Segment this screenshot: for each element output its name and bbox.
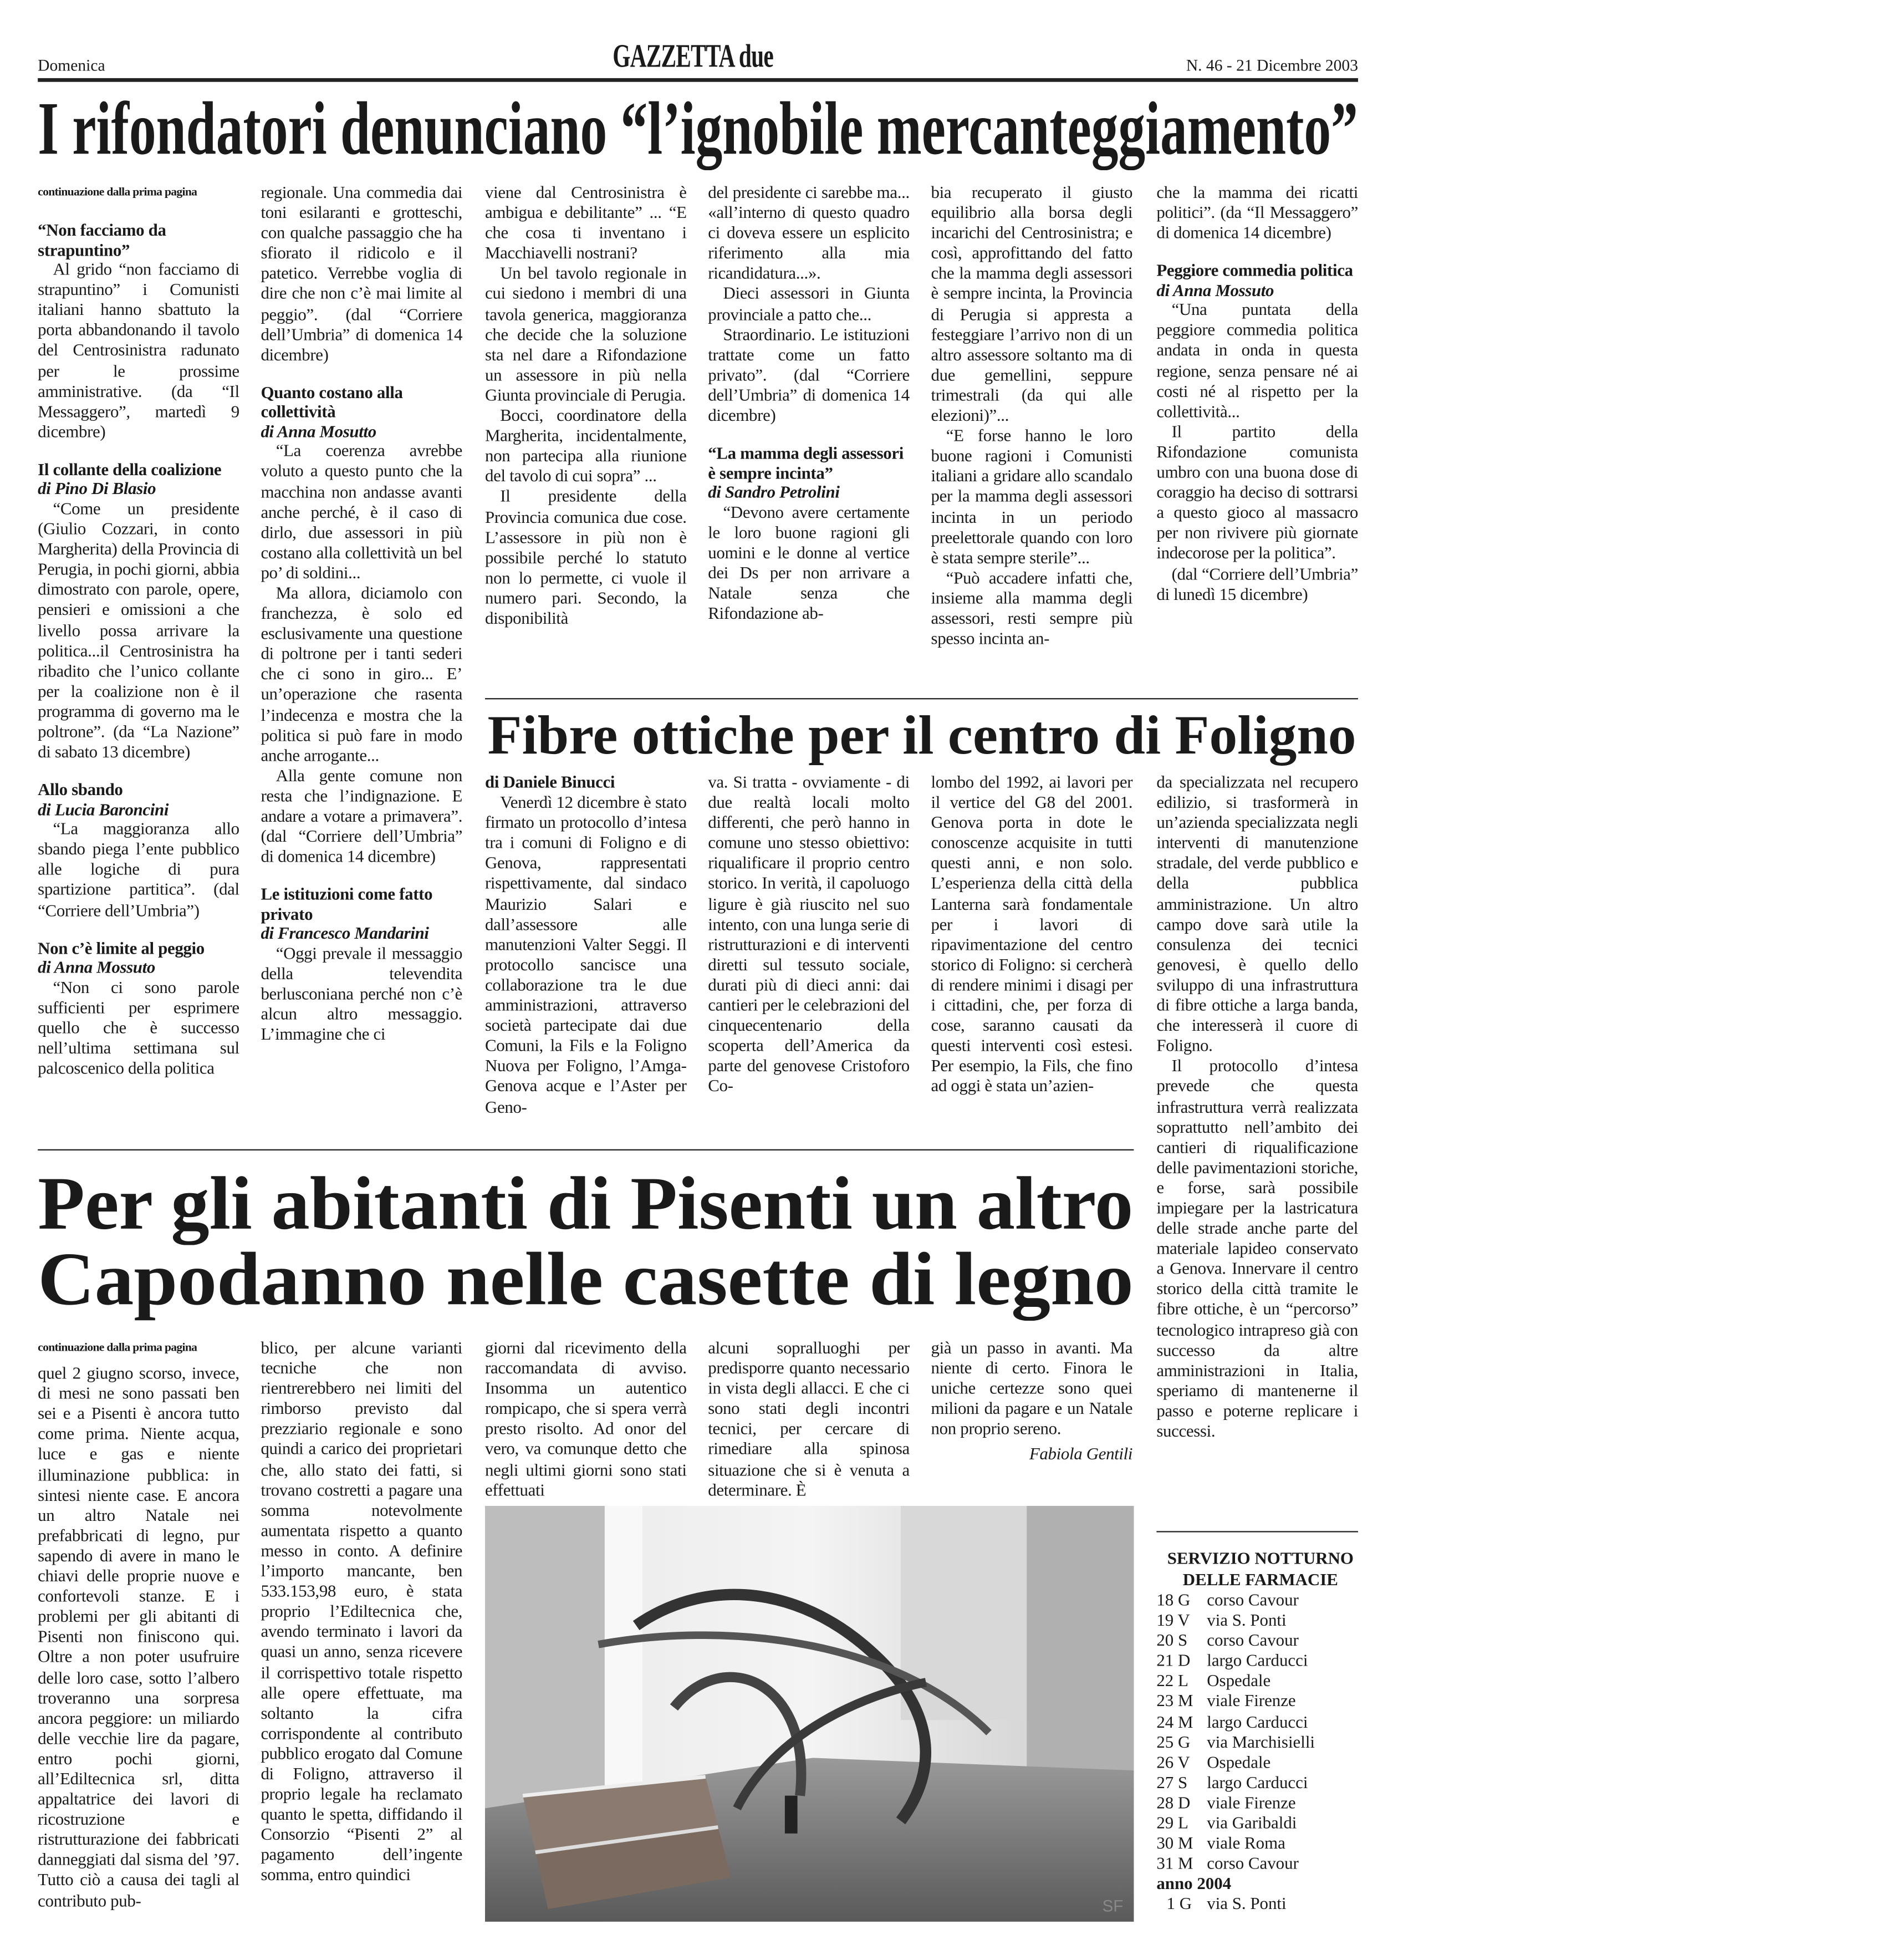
pharmacy-row [1156, 1854, 1364, 1875]
paragraph: Bocci, coordinatore della Margherita, incidentalmente, non partecipa alla riunione del tavolo di cui sopra” ... [484, 405, 687, 486]
pharmacy-row [1156, 1692, 1364, 1712]
paragraph: “La coerenza avrebbe voluto a questo punto che la macchina non andasse avanti anche perché, è il caso di dirlo, due assessori in più costano alla collettività un bel po’ di soldini... [261, 441, 463, 582]
byline: di Anna Mossuto [1156, 281, 1274, 300]
pharmacy-place: corso Cavour [1207, 1631, 1299, 1650]
byline: di Francesco Mandarini [261, 924, 429, 943]
paragraph: quel 2 giugno scorso, invece, di mesi ne sono passati ben sei e a Pisenti è ancora tutto come prima. Niente acqua, luce e gas e niente illuminazione pubblica: in sintesi niente case. E ancora un altro Natale nei prefabbricati di legno, pur sapendo di avere in mano le chiavi delle proprie nuove e confortevoli stanze. E i problemi per gli abitanti di Pisenti non finiscono qui. Oltre a non poter usufruire delle loro case, sotto l’albero troveranno una sorpresa ancora peggiore: un miliardo delle vecchie lire da pagare, entro pochi giorni, all’Ediltecnica srl, ditta appaltatrice dei lavori di ricostruzione e ristrutturazione dei fabbricati danneggiati dal sisma del ’97. Tutto ciò a causa dei tagli al contributo pub- [38, 1363, 239, 1910]
paragraph: regionale. Una commedia dai toni esilaranti e grotteschi, con qualche passaggio che ha sfiorato il ridicolo e il patetico. Verrebbe voglia di dire che non c’è mai limite al peggio”. (dal “Corriere dell’Umbria” di domenica 14 dicembre) [261, 182, 463, 364]
paragraph: giorni dal ricevimento della raccomandata di avviso. Insomma un autentico rompicapo, che si spera verrà presto risolto. Ad onor del vero, va comunque detto che negli ultimi giorni sono stati effettuati [484, 1338, 687, 1499]
paragraph: “Non ci sono parole sufficienti per esprimere quello che è successo nell’ultima settimana sul palcoscenico della politica [38, 977, 239, 1078]
pharmacy-place: via S. Ponti [1207, 1894, 1287, 1913]
subheading: Le istituzioni come fatto privato [261, 885, 433, 924]
masthead-day: Domenica [38, 55, 105, 75]
fibre-column-1 [485, 772, 687, 1143]
pharmacy-row [1156, 1793, 1364, 1814]
pharmacy-place: via S. Ponti [1207, 1610, 1287, 1630]
paragraph: viene dal Centrosinistra è ambigua e debilitante” ... “E che cosa ti inventano i Macchiavelli nostrani? [484, 182, 687, 263]
pharmacy-place: viale Roma [1207, 1834, 1285, 1853]
paragraph: alcuni sopralluoghi per predisporre quanto necessario in vista degli allacci. E che ci sono stati degli incontri tecnici, per cercare di rimediare alla spinosa situazione che si è venuta a determinare. È [708, 1338, 910, 1499]
fibre-column-2 [708, 772, 910, 1143]
main-headline: I rifondatori denunciano “l’ignobile mercanteggiamento” [38, 86, 1358, 170]
paragraph: “Come un presidente (Giulio Cozzari, in conto Margherita) della Provincia di Perugia, in pochi giorni, abbia dimostrato con parole, opere, pensieri e omissioni a che livello possa arrivare la politica...il Centrosinistra ha ribadito che l’unico collante per la coalizione non è il programma di governo ma le poltrone”. (da “La Nazione” di sabato 13 dicembre) [38, 498, 239, 761]
pharmacy-rule [1156, 1531, 1358, 1533]
pharmacy-box [1156, 1547, 1364, 1915]
paragraph: Il presidente della Provincia comunica due cose. L’assessore in più non è possibile perché lo statuto non lo permette, ci vuole il numero pari. Secondo, la disponibilità [484, 487, 687, 628]
masthead-title: GAZZETTA due [613, 38, 773, 75]
masthead-rule [38, 78, 1358, 82]
subheading: “Non facciamo da strapuntino” [38, 220, 166, 259]
pisenti-headline-line-1-box [38, 1162, 1134, 1245]
pisenti-column-5 [931, 1338, 1133, 1502]
paragraph: del presidente ci sarebbe ma... «all’interno di questo quadro ci doveva essere un esplicito riferimento alla mia ricandidatura...». [708, 182, 910, 283]
paragraph: Venerdì 12 dicembre è stato firmato un protocollo d’intesa tra i comuni di Foligno e di Genova, rappresentati rispettivamente, dal sindaco Maurizio Salari e dall’assessore alle manutenzioni Valter Seggi. Il protocollo sancisce una collaborazione tra le due amministrazioni, attraverso società partecipate dai due Comuni, la Fils e la Foligno Nuova per Foligno, l’Amga-Genova acque e l’Aster per Geno- [484, 792, 687, 1116]
paragraph: “Devono avere certamente le loro buone ragioni gli uomini e le donne al vertice dei Ds per non arrivare a Natale senza che Rifondazione ab- [708, 502, 910, 623]
pisenti-column-2 [261, 1338, 462, 1926]
main-headline-box [38, 86, 1358, 170]
top-column-2 [261, 183, 462, 1143]
subheading: Quanto costano alla collettività [261, 383, 403, 421]
pharmacy-day: 22 L [1156, 1671, 1188, 1691]
byline: di Pino Di Blasio [38, 479, 156, 498]
pharmacy-row [1156, 1590, 1364, 1611]
pharmacy-day: 26 V [1156, 1752, 1190, 1771]
pharmacy-day: 24 M [1156, 1712, 1193, 1731]
paragraph: già un passo in avanti. Ma niente di certo. Finora le uniche certezze sono quei milioni da pagare e un Natale non proprio sereno. [931, 1338, 1133, 1439]
pisenti-headline-line-1: Per gli abitanti di Pisenti un altro [38, 1162, 1134, 1245]
paragraph: Al grido “non facciamo di strapuntino” i Comunisti italiani hanno sbattuto la porta abbandonando il tavolo del Centrosinistra radunato per le prossime amministrative. (da “Il Messaggero”, martedì 9 dicembre) [38, 259, 239, 441]
subheading: Non c’è limite al peggio [38, 938, 205, 958]
section-rule [485, 698, 1358, 700]
pharmacy-day: 25 G [1156, 1732, 1191, 1752]
pharmacy-place: Ospedale [1207, 1671, 1271, 1691]
paragraph: Il partito della Rifondazione comunista umbro con una buona dose di coraggio ha deciso di sottrarsi a questo gioco al massacro per non rivivere più giornate indecorose per la politica”. [1156, 421, 1358, 563]
pharmacy-row [1156, 1732, 1364, 1753]
paragraph: Dieci assessori in Giunta provinciale a patto che... [708, 284, 910, 324]
paragraph: “La maggioranza allo sbando piega l’ente pubblico alle logiche di pura spartizione partitica”. (dal “Corriere dell’Umbria”) [38, 819, 239, 920]
subheading: Il collante della coalizione [38, 460, 222, 479]
pharmacy-place: largo Carducci [1207, 1651, 1308, 1670]
pharmacy-row [1156, 1834, 1364, 1854]
byline: di Anna Mossuto [38, 958, 156, 977]
pharmacy-place: Ospedale [1207, 1752, 1271, 1771]
paragraph: Il protocollo d’intesa prevede che questa infrastruttura verrà realizzata soprattutto nell’ambito dei cantieri di riqualificazione delle pavimentazioni storiche, e forse, sarà possibile impiegare per la lastricatura delle strade anche parte del materiale lapideo conservato a Genova. Innervare il centro storico della città tramite le fibre ottiche, è un “percorso” tecnologico intrapreso già con successo da altre amministrazioni in Italia, speriamo di mantenerne il passo e poterne replicare i successi. [1156, 1056, 1358, 1440]
top-column-4 [708, 183, 910, 692]
paragraph: “Oggi prevale il messaggio della televendita berlusconiana perché non c’è alcun altro messaggio. L’immagine che ci [261, 943, 463, 1044]
paragraph: “Può accadere infatti che, insieme alla mamma degli assessori, resti sempre più spesso incinta an- [931, 568, 1133, 648]
paragraph: Straordinario. Le istituzioni trattate come un fatto privato”. (dal “Corriere dell’Umbria” di domenica 14 dicembre) [708, 324, 910, 425]
paragraph: blico, per alcune varianti tecniche che non rientrerebbero nei limiti del rimborso previsto dal prezziario regionale e sono quindi a carico dei proprietari che, allo stato dei fatti, si trovano costretti a pagare una somma notevolmente aumentata rispetto a quanto messo in conto. A definire l’importo mancante, ben 533.153,98 euro, è stata proprio l’Ediltecnica che, avendo terminato i lavori da quasi un anno, senza ricevere il corrispettivo totale rispetto alle opere effettuate, ma soltanto la cifra corrispondente al contributo pubblico erogato dal Comune di Foligno, attraverso il proprio legale ha reclamato quanto le spetta, diffidando il Consorzio “Pisenti 2” al pagamento dell’ingente somma, entro quindici [261, 1338, 463, 1885]
paragraph: lombo del 1992, ai lavori per il vertice del G8 del 2001. Genova porta in dote le conoscenze acquisite in tutti questi anni, e non solo. L’esperienza della città della Lanterna sarà fondamentale per i lavori di ripavimentazione del centro storico di Foligno: si cercherà di rendere minimi i disagi per i cittadini, che, per forza di cose, saranno causati da questi interventi così estesi. Per esempio, la Fils, che fino ad oggi è stata un’azien- [931, 772, 1133, 1096]
pharmacy-title-1: SERVIZIO NOTTURNO [1167, 1549, 1354, 1568]
paragraph: bia recuperato il giusto equilibrio alla borsa degli incarichi del Centrosinistra; e così, approfittando del fatto che la mamma degli assessori è sempre incinta, la Provincia di Perugia si appresta a festeggiare l’arrivo non di un altro assessore soltanto ma di due gemellini, seppure trimestrali (da qui alle elezioni)”... [931, 182, 1133, 425]
continuation-note: continuazione dalla prima pagina [38, 186, 197, 200]
pharmacy-day: 21 D [1156, 1651, 1191, 1670]
fibre-headline: Fibre ottiche per il centro di Foligno [487, 704, 1356, 766]
pharmacy-place: via Marchisielli [1207, 1732, 1315, 1752]
byline: di Sandro Petrolini [708, 482, 840, 502]
section-rule-2 [38, 1149, 1134, 1151]
author-byline: di Daniele Binucci [484, 772, 615, 792]
pharmacy-row [1156, 1631, 1364, 1651]
pharmacy-day: 20 S [1156, 1631, 1188, 1650]
paragraph: che la mamma dei ricatti politici”. (da “Il Messaggero” di domenica 14 dicembre) [1156, 182, 1358, 242]
pharmacy-day: 29 L [1156, 1813, 1188, 1832]
top-column-1 [38, 183, 239, 1143]
pharmacy-row [1156, 1651, 1364, 1672]
pharmacy-day: 30 M [1156, 1834, 1193, 1853]
pharmacy-row [1156, 1773, 1364, 1793]
signature: Fabiola Gentili [1029, 1444, 1133, 1464]
paragraph: Ma allora, diciamolo con franchezza, è solo ed esclusivamente una questione di poltrone per i tanti sederi che ci sono in giro... E’ un’operazione che rasenta l’indecenza e mostra che la politica si può fare in modo anche arrogante... [261, 583, 463, 765]
paragraph: “Una puntata della peggiore commedia politica andata in onda in questa regione, senza pensare né ai costi né al rispetto per la collettività... [1156, 300, 1358, 421]
pisenti-headline-line-2-box [38, 1237, 1134, 1321]
masthead-logo [0, 38, 1386, 75]
paragraph: da specializzata nel recupero edilizio, si trasformerà in un’azienda specializzata negli interventi di manutenzione stradale, del verde pubblico e della pubblica amministrazione. Un altro campo dove sarà utile la consulenza dei tecnici genovesi, è quello dello sviluppo di una infrastruttura di fibre ottiche a larga banda, che interesserà il cuore di Foligno. [1156, 772, 1358, 1055]
pharmacy-day: 28 D [1156, 1793, 1191, 1813]
pisenti-column-4 [708, 1338, 910, 1499]
pharmacy-year: anno 2004 [1156, 1874, 1232, 1893]
pharmacy-day: 31 M [1156, 1854, 1193, 1873]
pisenti-column-3 [484, 1338, 687, 1499]
pharmacy-day: 1 G [1166, 1894, 1192, 1913]
pharmacy-row [1156, 1813, 1364, 1834]
paragraph: Un bel tavolo regionale in cui siedono i membri di una tavola generica, maggioranza che decide che la soluzione sta nel dare a Rifondazione un assessore in più nella Giunta provinciale di Perugia. [484, 263, 687, 405]
paragraph: Alla gente comune non resta che l’indignazione. E andare a votare a primavera”. (dal “Corriere dell’Umbria” di domenica 14 dicembre) [261, 766, 463, 866]
byline: di Anna Mosutto [261, 421, 376, 441]
byline: di Lucia Baroncini [38, 800, 169, 819]
pharmacy-place: largo Carducci [1207, 1712, 1308, 1731]
top-column-5 [931, 183, 1133, 692]
photo-credit: SF [1102, 1897, 1124, 1916]
pisenti-headline-line-2: Capodanno nelle casette di legno [38, 1237, 1134, 1321]
pharmacy-day: 27 S [1156, 1773, 1188, 1792]
paragraph: “E forse hanno le loro buone ragioni i Comunisti italiani a gridare allo scandalo per la mamma degli assessori incinta in un periodo preelettorale quando con loro è stata sempre sterile”... [931, 426, 1133, 567]
pharmacy-place: corso Cavour [1207, 1590, 1299, 1610]
pisenti-column-1 [38, 1338, 239, 1926]
top-column-6 [1156, 183, 1358, 692]
subheading: “La mamma degli assessori è sempre incinta” [708, 444, 904, 482]
paragraph: (dal “Corriere dell’Umbria” di lunedì 15 dicembre) [1156, 564, 1358, 603]
masthead-issue: N. 46 - 21 Dicembre 2003 [1186, 55, 1358, 75]
pharmacy-place: viale Firenze [1207, 1793, 1296, 1813]
pharmacy-row [1156, 1671, 1364, 1692]
pharmacy-place: corso Cavour [1207, 1854, 1299, 1873]
pharmacy-title-2: DELLE FARMACIE [1182, 1570, 1338, 1589]
pharmacy-place: largo Carducci [1207, 1773, 1308, 1792]
pharmacy-day: 18 G [1156, 1590, 1191, 1610]
subheading: Allo sbando [38, 780, 123, 800]
pharmacy-day: 19 V [1156, 1610, 1190, 1630]
fibre-column-3 [931, 772, 1133, 1143]
pharmacy-place: viale Firenze [1207, 1692, 1296, 1711]
subheading: Peggiore commedia politica [1156, 261, 1353, 281]
continuation-note: continuazione dalla prima pagina [38, 1342, 197, 1355]
pharmacy-day: 23 M [1156, 1692, 1193, 1711]
pisenti-photo [485, 1506, 1134, 1922]
pharmacy-row [1156, 1712, 1364, 1733]
pharmacy-row [1156, 1895, 1364, 1915]
paragraph: va. Si tratta - ovviamente - di due realtà locali molto differenti, che però hanno in comune uno stesso obiettivo: riqualificare il proprio centro storico. In verità, il capoluogo ligure è già riuscito nel suo intento, con una lunga serie di ristrutturazioni e di interventi diretti sul tessuto sociale, durati più di dieci anni: dai cantieri per le celebrazioni del cinquecentenario della scoperta dell’America da parte del genovese Cristoforo Co- [708, 772, 910, 1096]
fibre-headline-box [488, 706, 1357, 769]
pharmacy-row [1156, 1611, 1364, 1631]
pharmacy-place: via Garibaldi [1207, 1813, 1297, 1832]
top-column-3 [485, 183, 687, 692]
pharmacy-row [1156, 1753, 1364, 1773]
